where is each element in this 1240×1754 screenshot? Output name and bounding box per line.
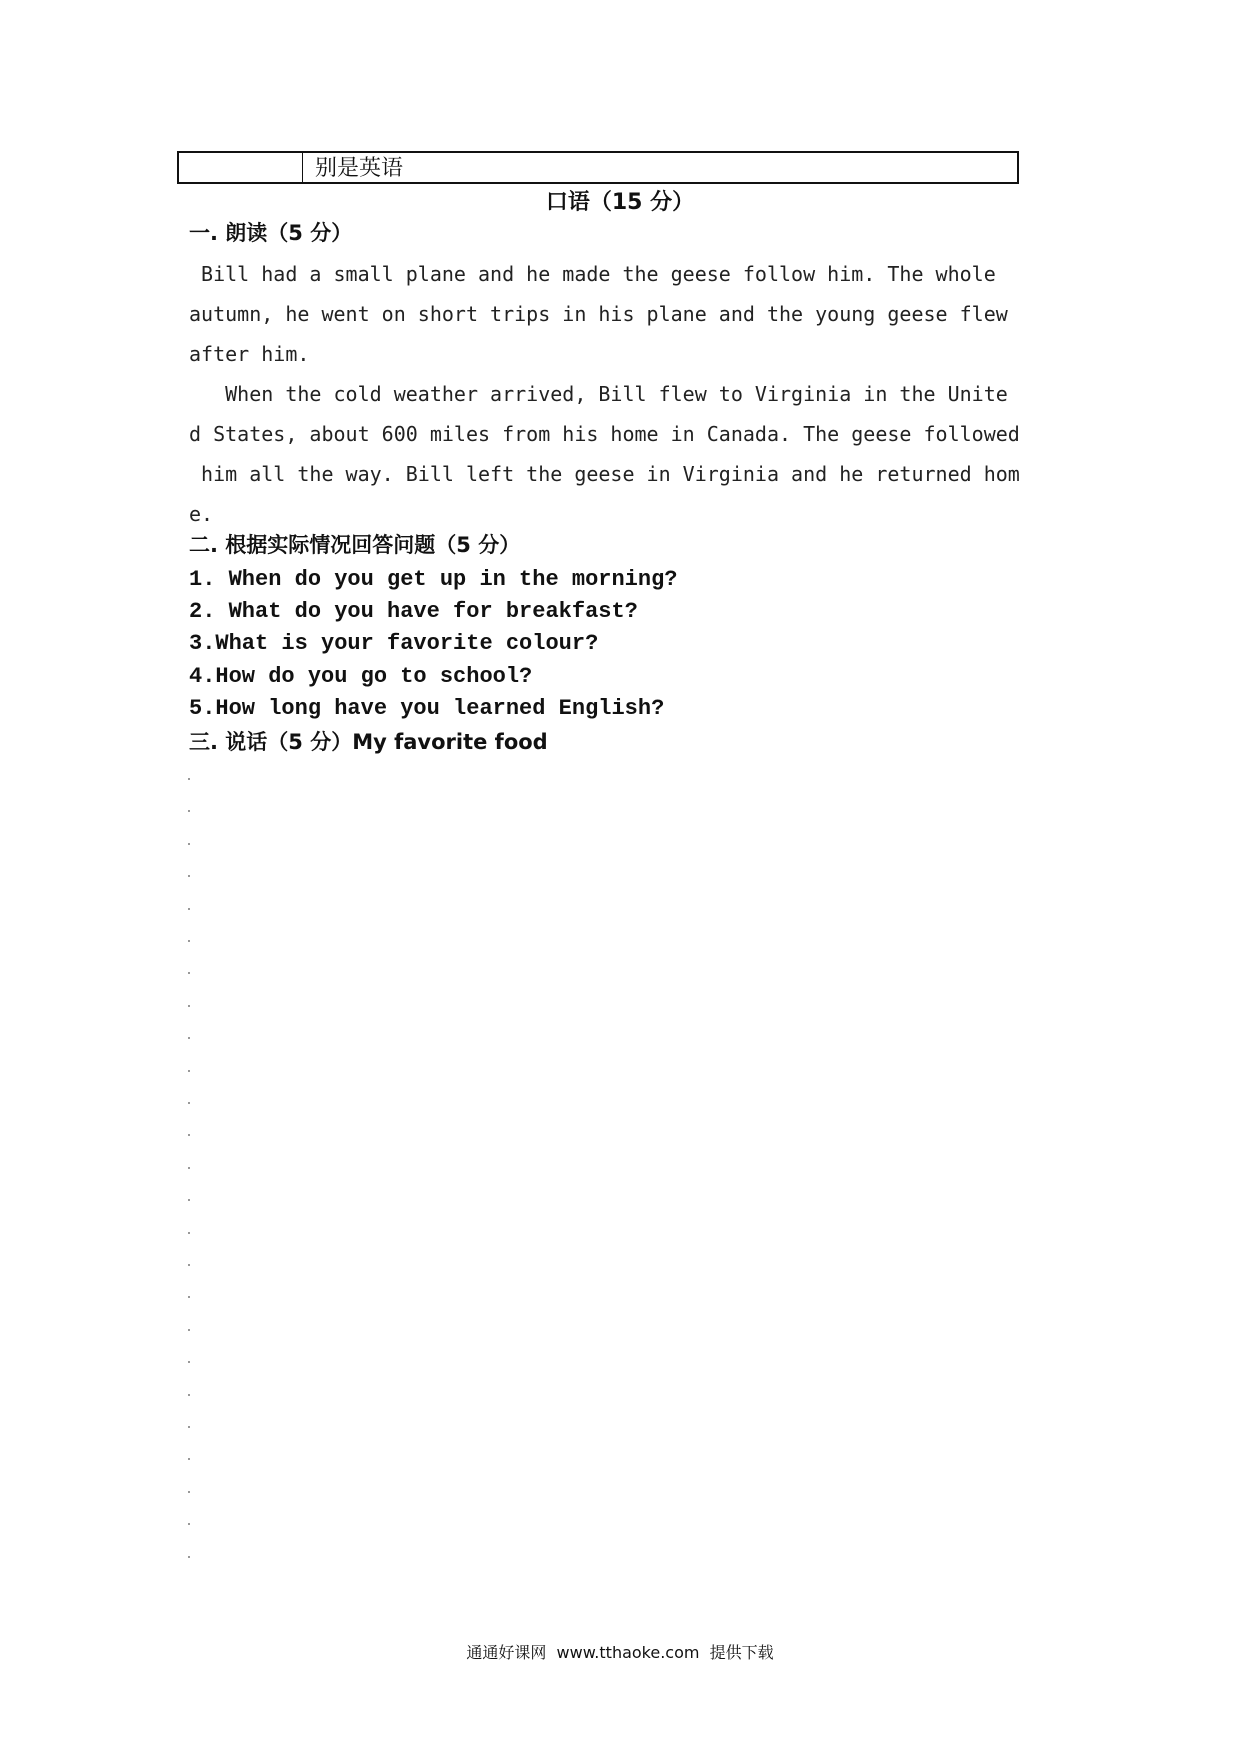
empty-line-mark: [188, 875, 190, 877]
passage-line: after him.: [189, 342, 310, 366]
empty-line-mark: [188, 1556, 190, 1558]
passage-line: him all the way. Bill left the geese in Virginia and he returned hom: [189, 462, 1020, 486]
reading-passage: [189, 254, 1059, 534]
empty-line-mark: [188, 908, 190, 910]
table-divider: [302, 153, 303, 182]
question-item: 1. When do you get up in the morning?: [189, 567, 678, 592]
empty-line-mark: [188, 1458, 190, 1460]
empty-line-mark: [188, 1232, 190, 1234]
table-cell-text: 别是英语: [315, 156, 404, 181]
passage-line: When the cold weather arrived, Bill flew to Virginia in the Unite: [189, 382, 1008, 406]
section-2-heading: 二. 根据实际情况回答问题（5 分）: [189, 533, 521, 557]
passage-line: d States, about 600 miles from his home in Canada. The geese followed: [189, 422, 1020, 446]
question-item: 3.What is your favorite colour?: [189, 631, 599, 656]
empty-line-mark: [188, 1199, 190, 1201]
empty-line-mark: [188, 1102, 190, 1104]
empty-line-mark: [188, 972, 190, 974]
empty-line-mark: [188, 1329, 190, 1331]
empty-line-mark: [188, 1264, 190, 1266]
empty-line-mark: [188, 1134, 190, 1136]
passage-line: autumn, he went on short trips in his plane and the young geese flew: [189, 302, 1008, 326]
empty-line-mark: [188, 1070, 190, 1072]
empty-line-mark: [188, 1394, 190, 1396]
empty-line-mark: [188, 1426, 190, 1428]
question-item: 2. What do you have for breakfast?: [189, 599, 638, 624]
question-item: 4.How do you go to school?: [189, 664, 533, 689]
footer-credit: 通通好课网 www.tthaoke.com 提供下载: [466, 1643, 774, 1662]
passage-line: Bill had a small plane and he made the geese follow him. The whole: [189, 262, 996, 286]
empty-line-mark: [188, 940, 190, 942]
empty-line-mark: [188, 1361, 190, 1363]
empty-line-mark: [188, 1037, 190, 1039]
header-table: [177, 151, 1019, 184]
empty-line-mark: [188, 1167, 190, 1169]
empty-line-mark: [188, 1491, 190, 1493]
empty-line-mark: [188, 1296, 190, 1298]
page-title: 口语（15 分）: [545, 190, 695, 215]
empty-line-mark: [188, 1523, 190, 1525]
section-1-heading: 一. 朗读（5 分）: [189, 221, 353, 245]
empty-line-mark: [188, 843, 190, 845]
empty-line-mark: [188, 1005, 190, 1007]
passage-line: e.: [189, 502, 214, 526]
empty-line-mark: [188, 810, 190, 812]
question-item: 5.How long have you learned English?: [189, 696, 665, 721]
empty-line-mark: [188, 778, 190, 780]
section-3-heading: 三. 说话（5 分）My favorite food: [189, 730, 548, 754]
